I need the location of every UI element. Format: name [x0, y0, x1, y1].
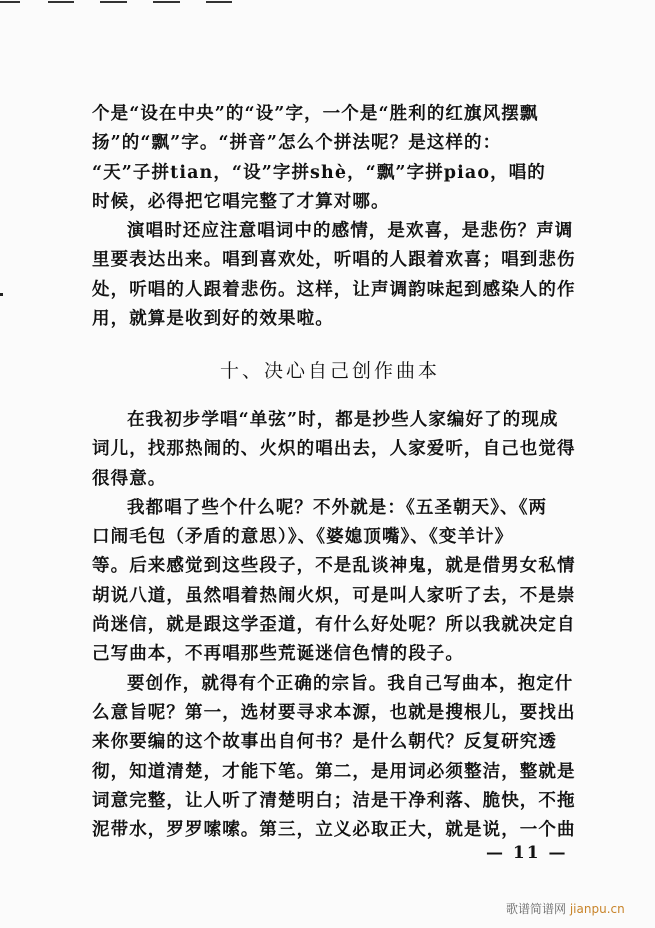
- page-number: — 11 —: [486, 843, 568, 863]
- paragraph: [92, 406, 576, 494]
- section-body: [92, 406, 576, 845]
- watermark-text: 歌谱简谱网: [506, 902, 567, 916]
- text-line: 演唱时还应注意唱词中的感情，是欢喜，是悲伤？声调: [127, 221, 574, 242]
- text-line: 里要表达出来。唱到喜欢处，听唱的人跟着欢喜；唱到悲伤: [92, 250, 576, 271]
- text-line: 很得意。: [92, 468, 167, 489]
- text-line: 口闹毛包（矛盾的意思）》、《婆媳顶嘴》、《变羊计》: [92, 527, 514, 548]
- text-line: 要创作，就得有个正确的宗旨。我自己写曲本，抱定什: [127, 673, 574, 694]
- scan-mark: [0, 1, 20, 3]
- paragraph: [92, 494, 576, 670]
- scan-mark: [100, 1, 127, 3]
- text-line: 尚迷信，就是跟这学歪道，有什么好处呢？所以我就决定自: [92, 615, 576, 636]
- text-line: 胡说八道，虽然唱着热闹火炽，可是叫人家听了去，不是崇: [92, 585, 576, 606]
- page-body-top: [92, 100, 576, 334]
- paragraph: [92, 670, 576, 846]
- text-line: 彻，知道清楚，才能下笔。第二，是用词必须整洁，整就是: [92, 761, 576, 782]
- watermark: [506, 900, 625, 917]
- text-line: 在我初步学唱“单弦”时，都是抄些人家编好了的现成: [127, 410, 559, 430]
- text-line: 词儿，找那热闹的、火炽的唱出去，人家爱听，自己也觉得: [92, 439, 576, 460]
- watermark-url: jianpu.cn: [569, 902, 625, 916]
- text-line: 处，听唱的人跟着悲伤。这样，让声调韵味起到感染人的作: [92, 279, 576, 300]
- text-line: 词意完整，让人听了清楚明白；洁是干净利落、脆快，不拖: [92, 790, 576, 811]
- text-line: 等。后来感觉到这些段子，不是乱谈神鬼，就是借男女私情: [92, 556, 576, 577]
- text-line: 扬”的“飘”字。“拼音”怎么个拼法呢？是这样的：: [92, 133, 502, 154]
- scan-mark: [206, 1, 232, 3]
- text-line: “天”子拼tian，“设”字拼shè，“飘”字拼piao，唱的: [92, 162, 546, 183]
- text-line: 己写曲本，不再唱那些荒诞迷信色情的段子。: [92, 644, 464, 665]
- paragraph-continued: [92, 100, 568, 217]
- text-line: 我都唱了些个什么呢？不外就是：《五圣朝天》、《两: [127, 497, 548, 518]
- section-heading: 十、决心自己创作曲本: [219, 360, 440, 382]
- text-line: 来你要编的这个故事出自何书？是什么朝代？反复研究透: [92, 732, 557, 753]
- text-line: 时候，必得把它唱完整了才算对哪。: [92, 191, 390, 212]
- text-line: 泥带水，罗罗嗦嗦。第三，立义必取正大，就是说，一个曲: [92, 820, 576, 841]
- text-line: 么意旨呢？第一，选材要寻求本源，也就是搜根儿，要找出: [92, 702, 576, 723]
- text-line: 个是“设在中央”的“设”字，一个是“胜利的红旗风摆飘: [92, 104, 539, 124]
- scan-top-marks: [0, 1, 260, 5]
- text-line: 用，就算是收到好的效果啦。: [92, 309, 334, 330]
- scan-mark: [48, 1, 74, 3]
- scan-mark: [153, 1, 180, 3]
- scan-side-mark: [0, 293, 3, 296]
- paragraph-emotion: [92, 217, 576, 334]
